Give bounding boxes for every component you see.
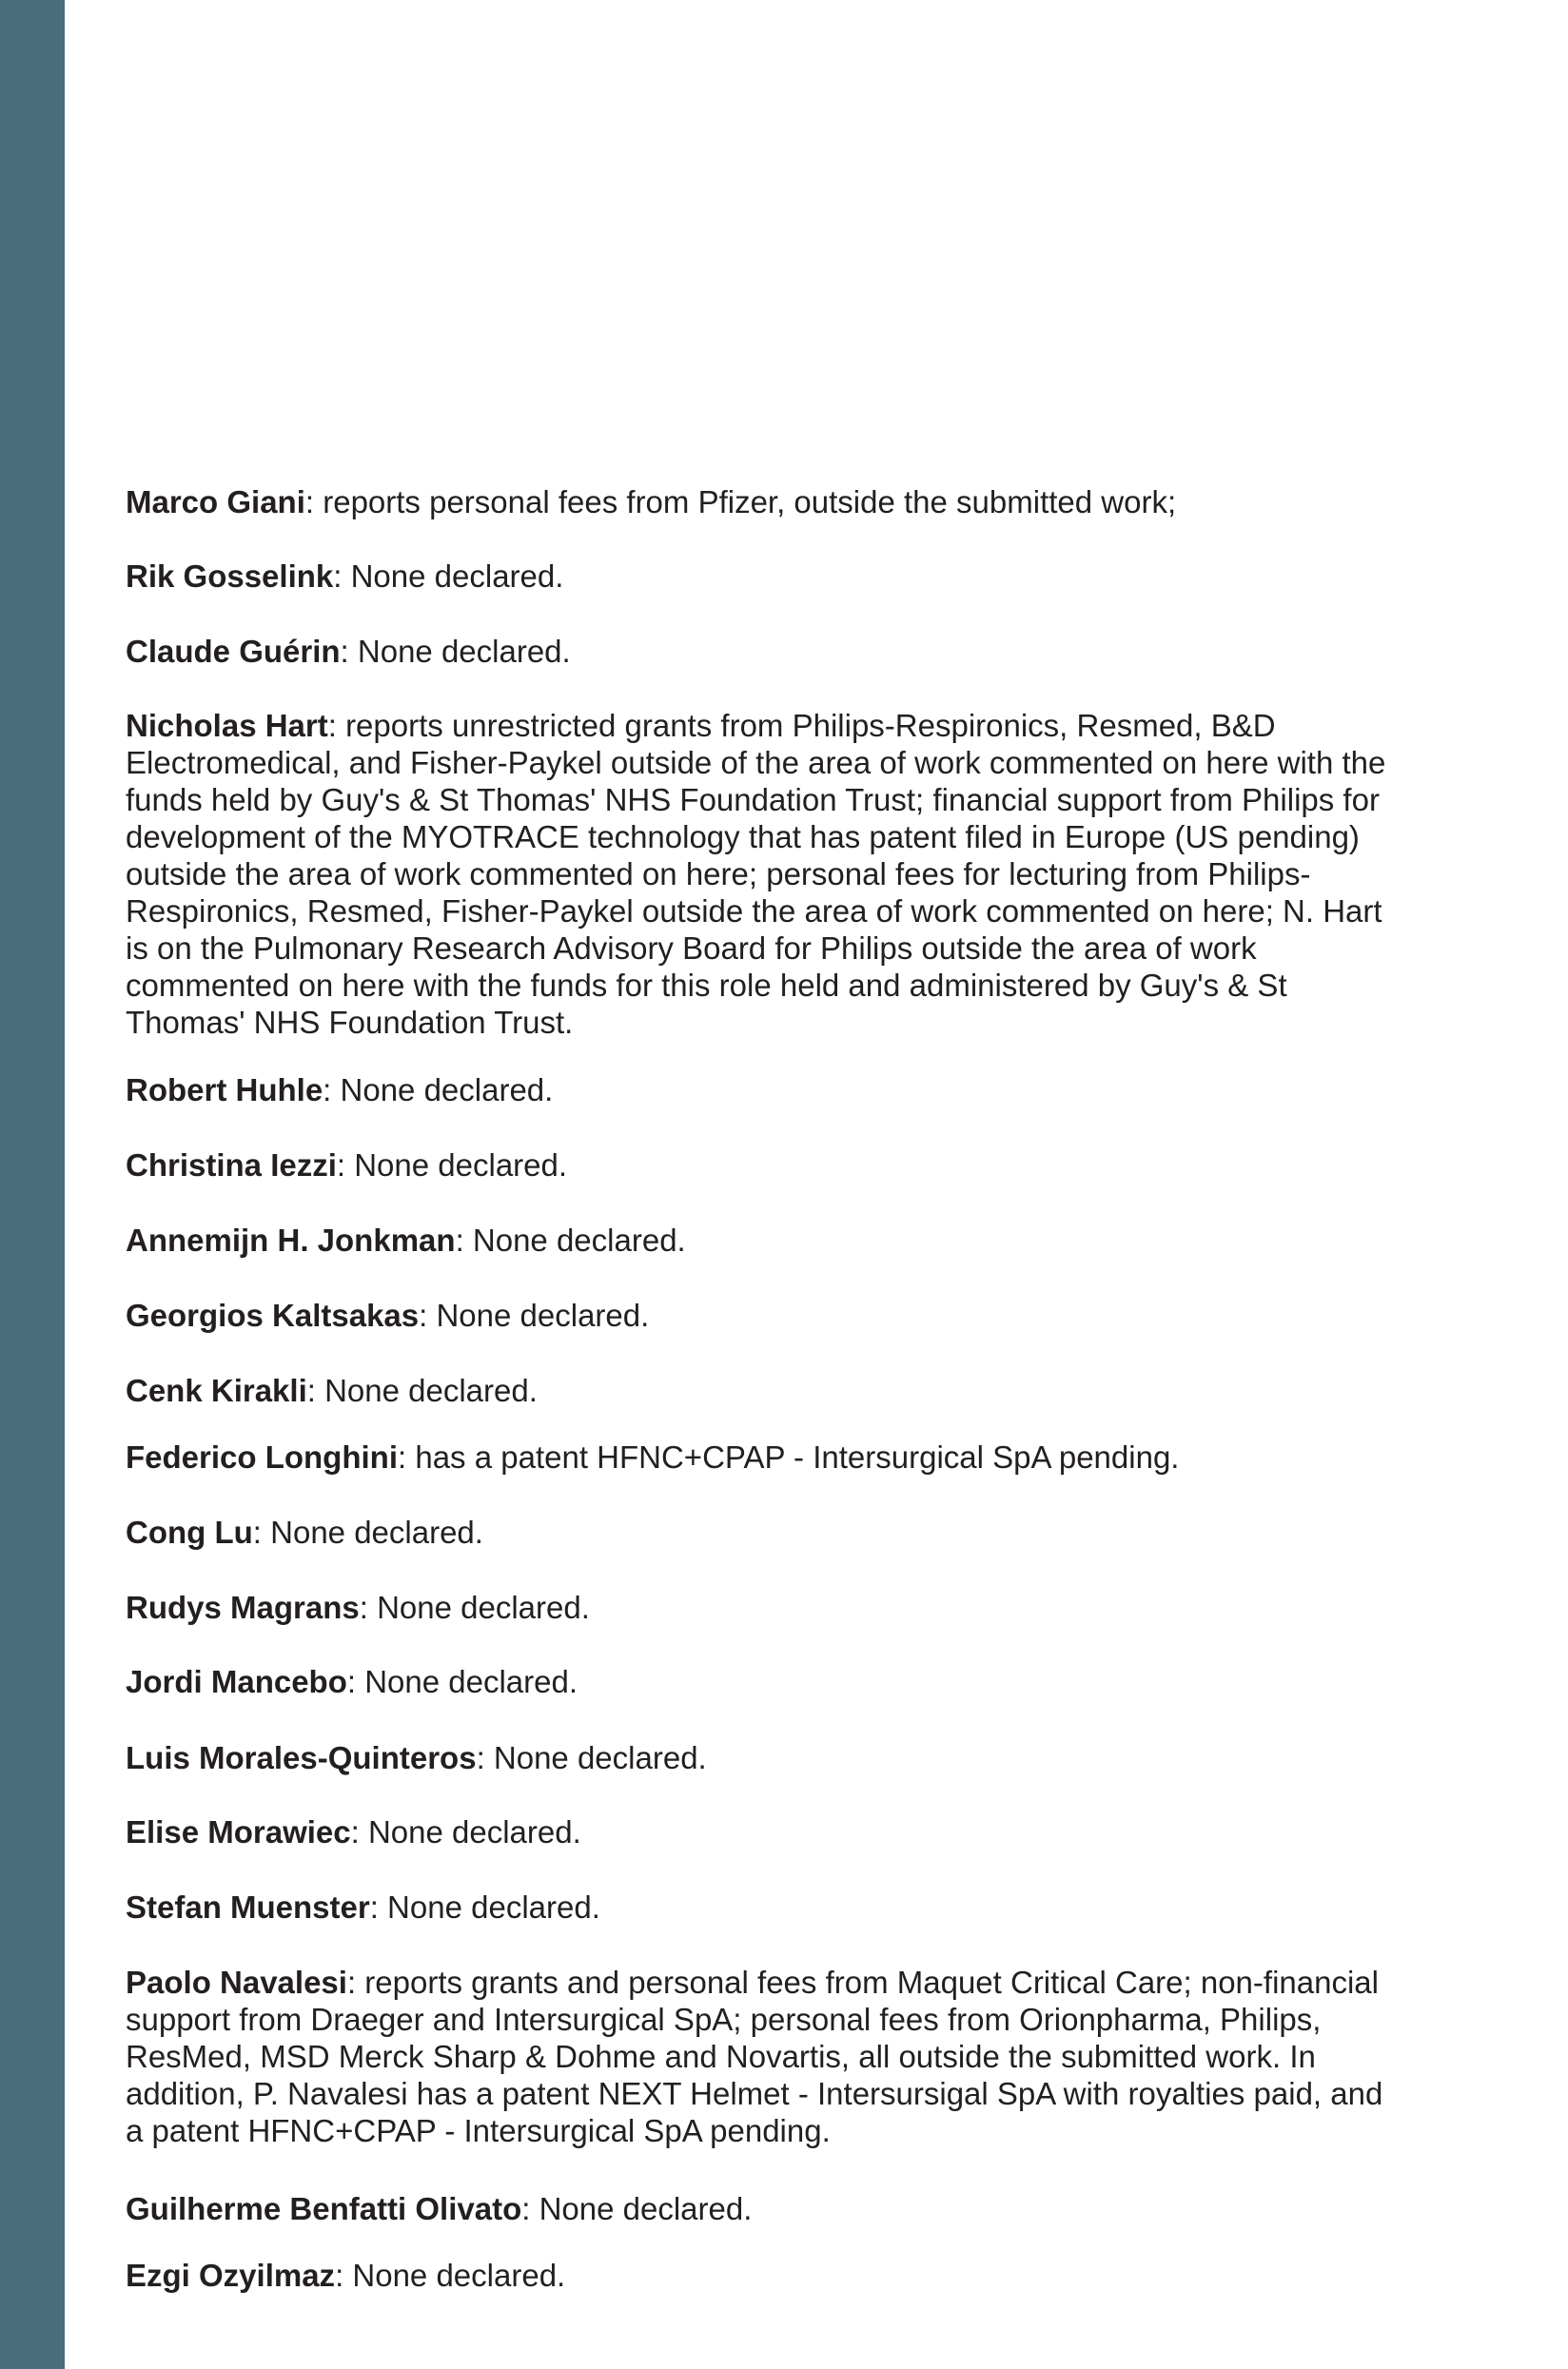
declaration-entry: [126, 1439, 1391, 1476]
declaration-entry: [126, 1372, 1391, 1409]
declaration-entry: [126, 558, 1391, 595]
declaration-text: : reports unrestricted grants from Philips-Respironics, Resmed, B&D Electromedical, and Fisher-Paykel outside of the area of work commented on here with the funds held by Guy's & St Thomas' NHS Foundation Trust; financial support from Philips for development of the MYOTRACE technology that has patent filed in Europe (US pending) outside the area of work commented on here; personal fees for lecturing from Philips-Respironics, Resmed, Fisher-Paykel outside the area of work commented on here; N. Hart is on the Pulmonary Research Advisory Board for Philips outside the area of work commented on here with the funds for this role held and administered by Guy's & St Thomas' NHS Foundation Trust.: [126, 708, 1386, 1040]
declaration-entry: [126, 707, 1391, 1041]
declaration-entry: [126, 1964, 1391, 2149]
declaration-entry: [126, 633, 1391, 670]
declarant-name: Claude Guérin: [126, 634, 341, 669]
declaration-text: : reports personal fees from Pfizer, outside the submitted work;: [304, 484, 1177, 519]
declaration-text: : None declared.: [335, 2258, 566, 2293]
declarant-name: Rudys Magrans: [126, 1590, 360, 1625]
declarant-name: Guilherme Benfatti Olivato: [126, 2191, 522, 2226]
declaration-entry: [126, 1589, 1391, 1626]
declaration-text: : None declared.: [346, 1664, 578, 1699]
declaration-text: : None declared.: [350, 1814, 581, 1850]
declarant-name: Federico Longhini: [126, 1439, 398, 1475]
declarant-name: Annemijn H. Jonkman: [126, 1223, 456, 1258]
declaration-entry: [126, 2257, 1391, 2294]
declaration-entry: [126, 483, 1391, 520]
declarant-name: Rik Gosselink: [126, 558, 334, 594]
declaration-entry: [126, 1813, 1391, 1850]
declaration-text: : None declared.: [336, 1147, 568, 1183]
declarant-name: Paolo Navalesi: [126, 1965, 347, 2000]
declaration-entry: [126, 1514, 1391, 1551]
declaration-entry: [126, 1663, 1391, 1700]
declarant-name: Elise Morawiec: [126, 1814, 351, 1850]
declarant-name: Stefan Muenster: [126, 1889, 370, 1925]
declarant-name: Marco Giani: [126, 484, 305, 519]
declaration-text: : None declared.: [521, 2191, 753, 2226]
declaration-text: : None declared.: [359, 1590, 590, 1625]
declaration-text: : None declared.: [340, 634, 571, 669]
declaration-entry: [126, 1739, 1391, 1776]
declaration-text: : None declared.: [306, 1373, 538, 1408]
declarant-name: Robert Huhle: [126, 1072, 323, 1107]
declarant-name: Cenk Kirakli: [126, 1373, 307, 1408]
declarant-name: Georgios Kaltsakas: [126, 1298, 420, 1333]
declaration-text: : None declared.: [476, 1740, 707, 1775]
declaration-text: : None declared.: [369, 1889, 600, 1925]
side-accent-bar: [0, 0, 65, 2369]
declaration-entry: [126, 1146, 1391, 1184]
declarant-name: Ezgi Ozyilmaz: [126, 2258, 336, 2293]
declaration-text: : has a patent HFNC+CPAP - Intersurgical SpA pending.: [398, 1439, 1180, 1475]
declaration-text: : reports grants and personal fees from Maquet Critical Care; non-financial support from Draeger and Intersurgical SpA; personal fees from Orionpharma, Philips, ResMed, MSD Merck Sharp & Dohme and Novartis, all outside the submitted work. In addition, P. Navalesi has a patent NEXT Helmet - Intersursigal SpA with royalties paid, and a patent HFNC+CPAP - Intersurgical SpA pending.: [126, 1965, 1383, 2148]
declaration-entry: [126, 2190, 1391, 2227]
declaration-text: : None declared.: [323, 1072, 554, 1107]
declaration-text: : None declared.: [419, 1298, 650, 1333]
declaration-entry: [126, 1071, 1391, 1108]
declarant-name: Christina Iezzi: [126, 1147, 337, 1183]
declaration-text: : None declared.: [333, 558, 564, 594]
declaration-entry: [126, 1222, 1391, 1259]
declarant-name: Cong Lu: [126, 1515, 253, 1550]
declarant-name: Jordi Mancebo: [126, 1664, 347, 1699]
declarant-name: Luis Morales-Quinteros: [126, 1740, 477, 1775]
declaration-entry: [126, 1297, 1391, 1334]
declaration-text: : None declared.: [455, 1223, 686, 1258]
declaration-text: : None declared.: [252, 1515, 483, 1550]
declaration-entry: [126, 1889, 1391, 1926]
declarant-name: Nicholas Hart: [126, 708, 328, 743]
